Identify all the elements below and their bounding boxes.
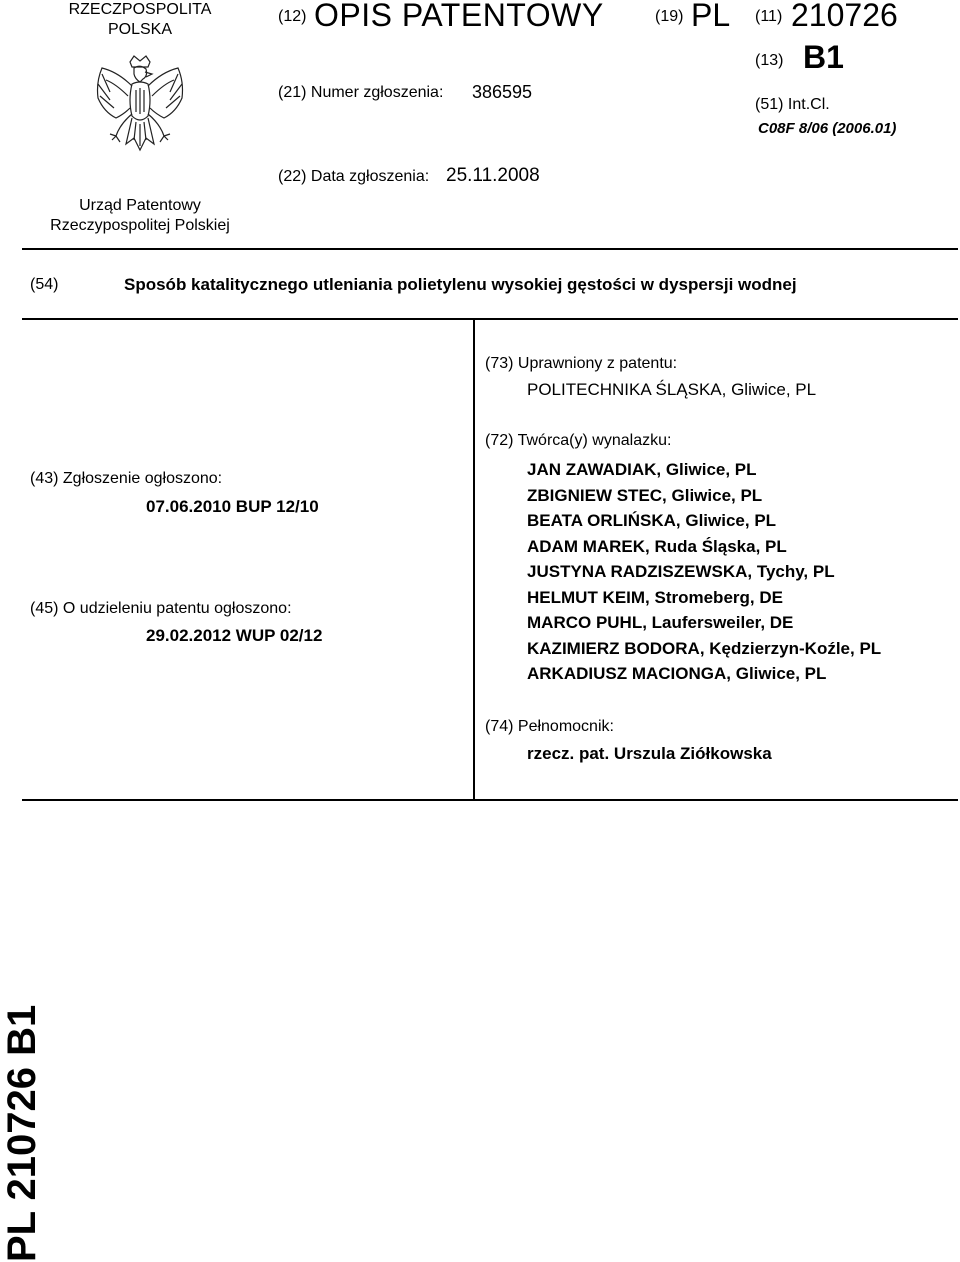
doc-type-code: (12) [278, 8, 307, 25]
application-number: 386595 [472, 82, 533, 102]
inventor-item: JUSTYNA RADZISZEWSKA, Tychy, PL [527, 562, 835, 581]
attorney-value: rzecz. pat. Urszula Ziółkowska [527, 744, 772, 763]
country-code: PL [691, 0, 731, 33]
proprietor-label: (73) Uprawniony z patentu: [485, 355, 678, 372]
filing-date: 25.11.2008 [446, 165, 540, 186]
bottom-divider [22, 799, 958, 801]
side-patent-label: PL 210726 B1 [0, 1004, 44, 1262]
grant-label: (45) O udzieleniu patentu ogłoszono: [30, 600, 292, 617]
country-line-1: RZECZPOSPOLITA [68, 1, 212, 18]
published-value: 07.06.2010 BUP 12/10 [146, 497, 319, 516]
attorney-label: (74) Pełnomocnik: [485, 718, 614, 735]
inventor-item: BEATA ORLIŃSKA, Gliwice, PL [527, 511, 777, 530]
inventor-item: ZBIGNIEW STEC, Gliwice, PL [527, 485, 763, 505]
title-divider [22, 318, 958, 320]
filing-date-label: (22) Data zgłoszenia: [278, 168, 430, 185]
inventor-item: KAZIMIERZ BODORA, Kędzierzyn-Koźle, PL [527, 638, 882, 658]
patent-number: 210726 [791, 0, 898, 33]
invention-title: Sposób katalitycznego utleniania polietylenu wysokiej gęstości w dyspersji wodnej [124, 275, 797, 294]
title-tag: (54) [30, 276, 59, 293]
inventor-item: ADAM MAREK, Ruda Śląska, PL [527, 536, 787, 556]
office-line-1: Urząd Patentowy [79, 197, 201, 214]
ipc-label: (51) Int.Cl. [755, 96, 830, 113]
country-code-tag: (19) [655, 8, 684, 25]
country-line-2: POLSKA [107, 21, 173, 38]
inventor-item: MARCO PUHL, Laufersweiler, DE [527, 613, 794, 632]
kind-code: B1 [803, 39, 844, 75]
inventors-list [527, 457, 881, 687]
patent-office-name [40, 196, 240, 236]
kind-tag: (13) [755, 52, 784, 69]
grant-value: 29.02.2012 WUP 02/12 [146, 626, 323, 645]
inventor-item: JAN ZAWADIAK, Gliwice, PL [527, 460, 757, 479]
published-label: (43) Zgłoszenie ogłoszono: [30, 470, 223, 487]
inventor-item: HELMUT KEIM, Stromeberg, DE [527, 587, 783, 607]
patent-number-tag: (11) [755, 8, 783, 25]
proprietor-value: POLITECHNIKA ŚLĄSKA, Gliwice, PL [527, 380, 817, 399]
country-name [40, 0, 240, 40]
inventors-label: (72) Twórca(y) wynalazku: [485, 432, 672, 449]
ipc-classification: C08F 8/06 (2006.01) [758, 120, 897, 137]
doc-type-title: OPIS PATENTOWY [314, 0, 604, 33]
application-number-label: (21) Numer zgłoszenia: [278, 84, 444, 101]
office-line-2: Rzeczypospolitej Polskiej [50, 217, 230, 234]
inventor-item: ARKADIUSZ MACIONGA, Gliwice, PL [527, 664, 827, 683]
column-divider [473, 320, 475, 800]
polish-white-eagle-emblem-icon [88, 52, 192, 182]
header-divider [22, 248, 958, 250]
